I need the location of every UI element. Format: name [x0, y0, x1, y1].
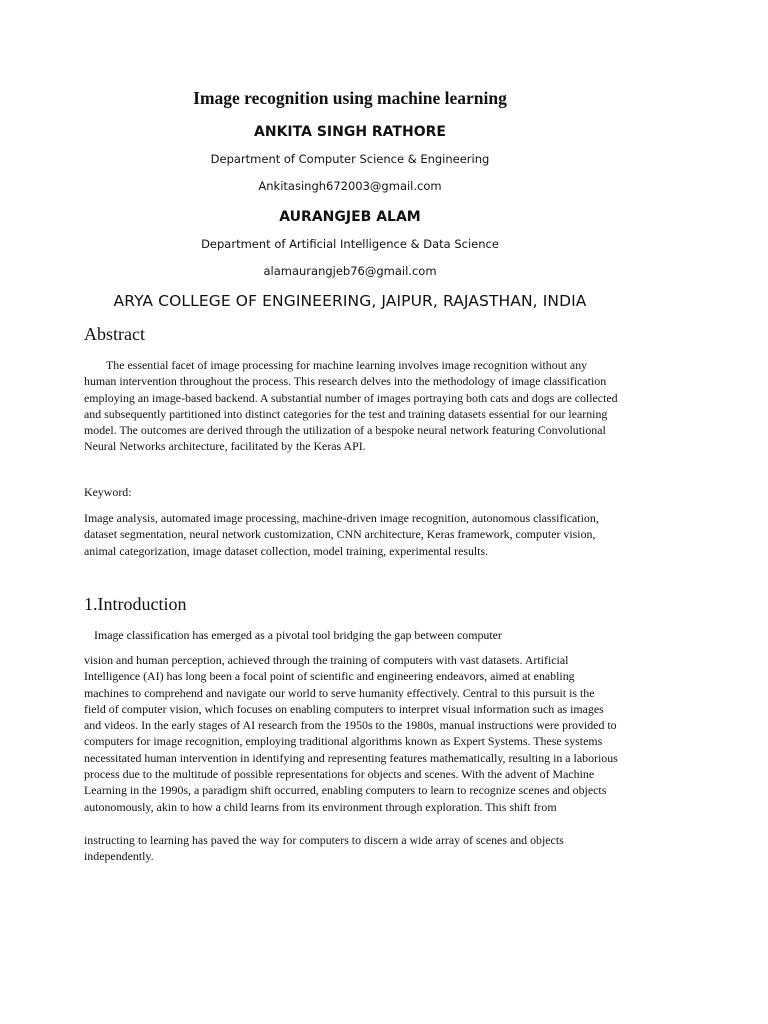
- abstract-text: The essential facet of image processing for machine learning involves image recognition without any human intervention throughout the process. This research delves into the methodology of image classification employing an image-based backend. A substantial number of images portraying both cats and dogs are collected and subsequently partitioned into distinct categories for the test and training datasets essential for our learning model. The outcomes are derived through the utilization of a bespoke neural network featuring Convolutional Neural Networks architecture, facilitated by the Keras API.: [84, 358, 618, 454]
- author2-name: AURANGJEB ALAM: [279, 209, 421, 225]
- author1-department: Department of Computer Science & Engineering: [210, 152, 490, 166]
- author1-email: Ankitasingh672003@gmail.com: [258, 179, 442, 193]
- paper-title: Image recognition using machine learning: [193, 88, 507, 108]
- keywords-text: Image analysis, automated image processing, machine-driven image recognition, autonomous classification, dataset segmentation, neural network customization, CNN architecture, Keras framework, computer vision, animal categorization, image dataset collection, model training, experimental results.: [84, 511, 599, 558]
- introduction-heading: 1.Introduction: [84, 594, 187, 614]
- author2-email: alamaurangjeb76@gmail.com: [263, 264, 437, 278]
- abstract-heading: Abstract: [84, 324, 145, 344]
- institution-name: ARYA COLLEGE OF ENGINEERING, JAIPUR, RAJASTHAN, INDIA: [113, 292, 587, 310]
- keyword-label: Keyword:: [84, 485, 132, 499]
- author1-name: ANKITA SINGH RATHORE: [254, 124, 446, 140]
- introduction-lead: Image classification has emerged as a pivotal tool bridging the gap between computer: [94, 628, 502, 642]
- introduction-paragraph-1: vision and human perception, achieved through the training of computers with vast datasets. Artificial Intelligence (AI) has long been a focal point of scientific and engineering endeavors, aimed at enabling machines to comprehend and navigate our world to serve humanity effectively. Central to this pursuit is the field of computer vision, which focuses on enabling computers to interpret visual information such as images and videos. In the early stages of AI research from the 1950s to the 1980s, manual instructions were provided to computers for image recognition, employing traditional algorithms known as Expert Systems. These systems necessitated human intervention in identifying and representing features mathematically, resulting in a laborious process due to the multitude of possible representations for objects and scenes. With the advent of Machine Learning in the 1990s, a paradigm shift occurred, enabling computers to learn to recognize scenes and objects autonomously, akin to how a child learns from its environment through exploration. This shift from: [84, 653, 618, 814]
- author2-department: Department of Artificial Intelligence & Data Science: [201, 237, 499, 251]
- introduction-paragraph-2: instructing to learning has paved the way for computers to discern a wide array of scenes and objects independently.: [84, 833, 564, 864]
